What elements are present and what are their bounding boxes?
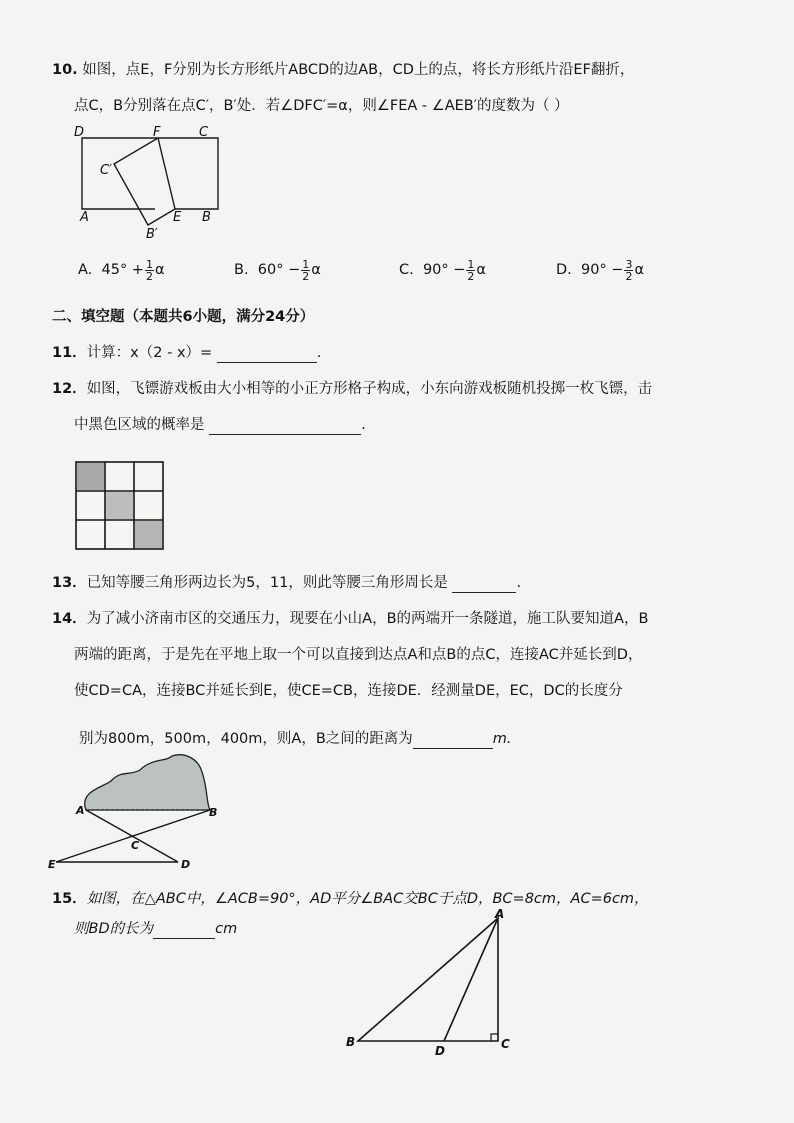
q11-answer-blank[interactable] [217, 348, 317, 363]
q12-line1 [52, 379, 652, 399]
q10-fold-line-ef [158, 138, 175, 209]
q13-answer-blank[interactable] [452, 578, 516, 593]
q10-figure [70, 124, 230, 244]
q11-end: . [316, 345, 322, 361]
option-tail: α [154, 262, 165, 278]
q10-label-c-prime: C′ [100, 163, 113, 178]
q14-text-line4: 别为800m，500m，400m，则A，B之间的距离为 [79, 731, 413, 747]
option-tail: α [311, 262, 321, 278]
option-head: 45° + [101, 262, 144, 278]
section-2-title: 二、填空题（本题共6小题，满分24分） [52, 309, 315, 325]
q15-triangle-abc [358, 918, 498, 1041]
q13 [52, 573, 521, 593]
q12-text-line1: 如图，飞镖游戏板由大小相等的小正方形格子构成，小东向游戏板随机投掷一枚飞镖，击 [86, 381, 653, 397]
q12-number: 12． [52, 381, 87, 397]
q15-label-c: C [501, 1037, 510, 1051]
q12-black-cell [106, 492, 133, 519]
q14-label-d: D [181, 858, 191, 871]
q10-label-a: A [80, 210, 89, 225]
q10-label-f: F [153, 125, 161, 140]
option-head: 90° − [581, 262, 624, 278]
q14-line1 [52, 609, 648, 629]
q15-answer-blank[interactable] [153, 924, 215, 939]
q10-text-line1: 如图，点E，F分别为长方形纸片ABCD的边AB，CD上的点，将长方形纸片沿EF翻折， [82, 62, 635, 78]
q12-black-cell [135, 521, 162, 548]
option-letter: A. [78, 262, 93, 278]
q15-label-a: A [495, 908, 505, 921]
q15-label-b: B [346, 1035, 356, 1049]
q14-label-b: B [209, 806, 218, 819]
q15-text-line1: 如图，在△ABC中，∠ACB=90°，AD平分∠BAC交BC于点D，BC=8cm，AC=6cm， [86, 891, 649, 907]
fraction [624, 259, 633, 282]
q14-label-a: A [76, 804, 85, 817]
fraction [466, 259, 475, 282]
q10-label-e: E [173, 210, 182, 225]
q12-dart-board [75, 461, 165, 551]
q12-end: . [361, 417, 366, 433]
q10-label-d: D [74, 125, 85, 140]
q13-text: 已知等腰三角形两边长为5，11，则此等腰三角形周长是 [86, 575, 448, 591]
q10-line1 [52, 60, 634, 80]
q15-right-angle-mark [491, 1034, 498, 1041]
fraction-denominator: 2 [625, 269, 633, 283]
q11-number: 11． [52, 345, 87, 361]
q14-unit: m. [492, 731, 512, 747]
option-letter: B. [234, 262, 249, 278]
q11 [52, 343, 321, 363]
fraction-denominator: 2 [145, 269, 153, 283]
q10-label-c: C [199, 125, 209, 140]
q15-unit: cm [215, 921, 238, 937]
q13-number: 13． [52, 575, 87, 591]
q10-option-b[interactable] [234, 258, 321, 282]
q14-label-c: C [131, 839, 140, 852]
q12-black-cell [77, 463, 104, 490]
q12-text-line2: 中黑色区域的概率是 [74, 417, 205, 433]
fraction-numerator: 1 [145, 257, 153, 271]
q15-bisector-ad [444, 918, 498, 1041]
q14-answer-blank[interactable] [413, 734, 493, 749]
q10-folded-flap [114, 138, 175, 225]
q15-figure [340, 908, 530, 1058]
option-head: 90° − [422, 262, 466, 278]
q15-number: 15． [52, 891, 87, 907]
q15-line1 [52, 889, 649, 909]
option-letter: C. [399, 262, 414, 278]
option-head: 60° − [257, 262, 301, 278]
fraction-numerator: 1 [467, 257, 475, 271]
q14-number: 14． [52, 611, 87, 627]
q10-label-b-prime: B′ [146, 227, 158, 242]
q10-label-b: B [202, 210, 211, 225]
q10-option-a[interactable] [78, 258, 165, 282]
fraction [301, 259, 310, 282]
q10-number: 10. [52, 62, 78, 78]
q14-hill [85, 755, 210, 810]
q10-option-d[interactable] [556, 258, 644, 282]
fraction-numerator: 3 [625, 257, 633, 271]
q15-line2 [74, 919, 237, 939]
fraction [145, 259, 154, 282]
q13-end: . [516, 575, 522, 591]
q15-text-line2: 则BD的长为 [74, 921, 154, 937]
q14-line-be [56, 810, 210, 862]
q15-label-d: D [435, 1044, 445, 1058]
q14-label-e: E [48, 858, 56, 871]
q11-text: 计算：x（2 - x）= [86, 345, 213, 361]
fraction-numerator: 1 [302, 257, 310, 271]
q12-line2 [74, 415, 366, 435]
option-letter: D. [556, 262, 572, 278]
q14-text-line2: 两端的距离，于是先在平地上取一个可以直接到达点A和点B的点C，连接AC并延长到D， [74, 647, 643, 663]
option-tail: α [634, 262, 645, 278]
q12-answer-blank[interactable] [209, 420, 361, 435]
q14-text-line3: 使CD=CA，连接BC并延长到E，使CE=CB，连接DE．经测量DE，EC，DC的长度分 [74, 683, 623, 699]
q10-option-c[interactable] [399, 258, 486, 282]
q14-figure [48, 752, 223, 872]
fraction-denominator: 2 [467, 269, 475, 283]
q14-text-line1: 为了减小济南市区的交通压力，现要在小山A，B的两端开一条隧道，施工队要知道A，B [86, 611, 649, 627]
option-tail: α [476, 262, 486, 278]
q14-line4 [79, 729, 512, 749]
fraction-denominator: 2 [302, 269, 310, 283]
q10-text-line2: 点C，B分别落在点C′，B′处．若∠DFC′=α，则∠FEA - ∠AEB′的度数为（ ） [74, 98, 569, 114]
